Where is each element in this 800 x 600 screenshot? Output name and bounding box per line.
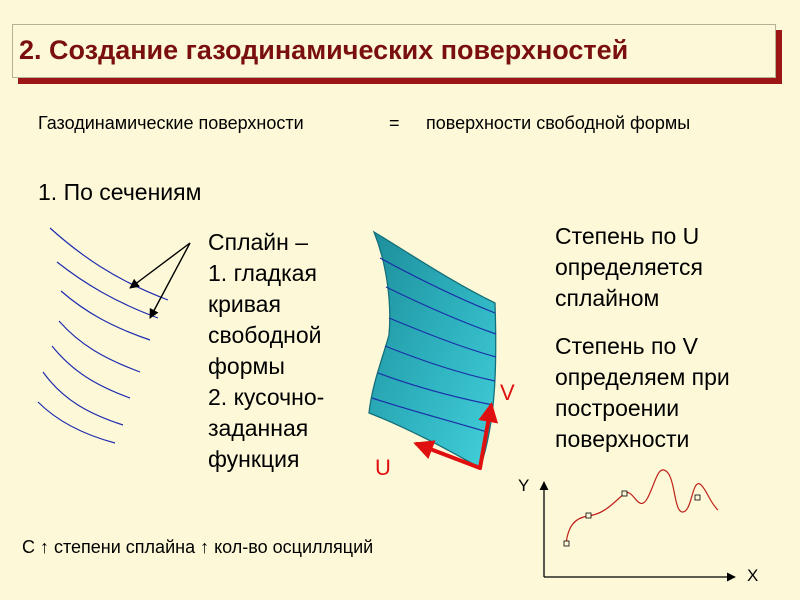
- bottom-note: С ↑ степени сплайна ↑ кол-во осцилляций: [22, 537, 374, 557]
- pointer-arrows: [130, 243, 190, 318]
- degree-v-line: поверхности: [555, 426, 690, 452]
- oscillating-spline: [566, 470, 718, 544]
- v-label: V: [500, 380, 515, 405]
- degree-v-line: Степень по V: [555, 333, 698, 359]
- equation-sign: =: [389, 113, 400, 133]
- y-axis-label: Y: [518, 476, 530, 495]
- surface-patch: [369, 232, 496, 468]
- spline-line: Сплайн –: [208, 229, 309, 255]
- equation-right: поверхности свободной формы: [426, 113, 691, 133]
- spline-line: функция: [208, 446, 300, 472]
- axes: [544, 482, 735, 577]
- spline-line: формы: [208, 353, 285, 379]
- degree-u-line: сплайном: [555, 285, 660, 311]
- degree-u-line: определяется: [555, 254, 703, 280]
- section-curve: [43, 372, 123, 425]
- section-curve: [52, 346, 130, 398]
- pointer-arrow: [130, 243, 190, 288]
- section-curve: [38, 402, 115, 443]
- degree-v-line: определяем при: [555, 364, 730, 390]
- u-label: U: [375, 455, 391, 480]
- equation-left: Газодинамические поверхности: [38, 113, 304, 133]
- control-point: [695, 495, 700, 500]
- section-curve: [59, 321, 140, 372]
- section-curves: [38, 228, 168, 443]
- x-axis-label: X: [747, 566, 759, 585]
- spline-line: заданная: [208, 415, 309, 441]
- pointer-arrow: [150, 243, 190, 318]
- spline-line: 1. гладкая: [208, 260, 317, 286]
- control-point: [564, 541, 569, 546]
- section-curve: [50, 228, 168, 300]
- section-curve: [61, 291, 150, 340]
- surface: [369, 232, 496, 468]
- page-title: 2. Создание газодинамических поверхностей: [19, 35, 629, 65]
- method-heading: 1. По сечениям: [38, 179, 202, 205]
- spline-line: свободной: [208, 322, 322, 348]
- control-point: [622, 491, 627, 496]
- spline-line: 2. кусочно-: [208, 384, 325, 410]
- control-point: [586, 513, 591, 518]
- degree-u-line: Степень по U: [555, 223, 700, 249]
- degree-v-line: построении: [555, 395, 680, 421]
- control-points: [564, 491, 700, 546]
- spline-line: кривая: [208, 291, 281, 317]
